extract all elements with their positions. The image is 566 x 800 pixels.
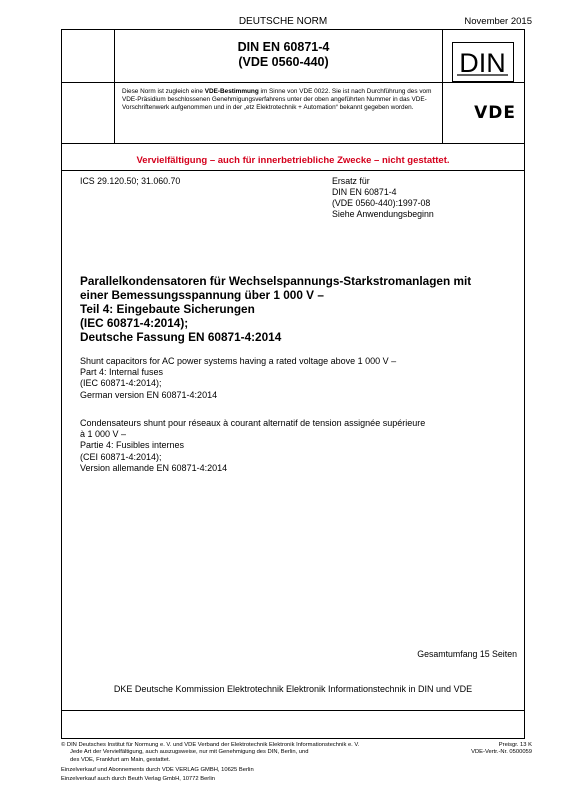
dke-line: DKE Deutsche Kommission Elektrotechnik Elektronik Informationstechnik in DIN und VDE	[113, 684, 473, 694]
german-title: Parallelkondensatoren für Wechselspannungs-Starkstromanlagen mit einer Bemessungsspannung über 1 000 V – Teil 4: Eingebaute Sicherungen (IEC 60871-4:2014); Deutsche Fassung EN 60871-4:2014	[80, 274, 472, 344]
divider	[62, 82, 524, 83]
vde-logo: VDE	[474, 103, 516, 123]
vde-number: (VDE 0560-440)	[238, 55, 329, 69]
vde-notice: Diese Norm ist zugleich eine VDE-Bestimmung im Sinne von VDE 0022. Sie ist nach Durchführung des vom VDE-Präsidium beschlossenen Genehmigungsverfahrens unter der oben angeführten Nummer in das VDE-Vorschriftenwerk aufgenommen und in der „etz Elektrotechnik + Automation“ bekannt gegeben worden.	[122, 88, 432, 112]
vde-notice-bold: VDE-Bestimmung	[204, 88, 259, 95]
price-info	[471, 742, 532, 757]
replacement-info: Ersatz für DIN EN 60871-4 (VDE 0560-440):1997-08 Siehe Anwendungsbeginn	[332, 176, 434, 219]
sales-info-beuth: Einzelverkauf auch durch Beuth Verlag GmbH, 10772 Berlin	[61, 776, 216, 782]
standard-title	[132, 40, 435, 70]
divider	[62, 143, 524, 144]
divider	[62, 710, 524, 711]
din-logo-text: DIN	[459, 48, 506, 78]
total-pages: Gesamtumfang 15 Seiten	[417, 649, 517, 659]
vde-order-number: VDE-Vertr.-Nr. 0500059	[471, 749, 532, 756]
copyright-notice: © DIN Deutsches Institut für Normung e. V. und VDE Verband der Elektrotechnik Elektronik Informationstechnik e. V. Jede Art der Vervielfältigung, auch auszugsweise, nur mit Genehmigung des DIN, Berlin, und des VDE, Frankfurt am Main, gestattet.	[61, 742, 360, 763]
english-title: Shunt capacitors for AC power systems having a rated voltage above 1 000 V – Part 4: Internal fuses (IEC 60871-4:2014); German version EN 60871-4:2014	[80, 356, 397, 400]
sales-info-vde: Einzelverkauf und Abonnements durch VDE VERLAG GMBH, 10625 Berlin	[61, 767, 254, 773]
divider	[62, 170, 524, 171]
divider	[114, 30, 115, 143]
french-title: Condensateurs shunt pour réseaux à courant alternatif de tension assignée supérieure à 1 000 V – Partie 4: Fusibles internes (CEI 60871-4:2014); Version allemande EN 60871-4:2014	[80, 418, 426, 473]
divider	[442, 30, 443, 143]
reproduction-notice: Vervielfältigung – auch für innerbetriebliche Zwecke – nicht gestattet.	[136, 155, 450, 166]
ics-codes: ICS 29.120.50; 31.060.70	[80, 176, 181, 186]
din-logo	[452, 42, 514, 82]
price-group: Preisgr. 13 K	[498, 742, 532, 748]
cover-frame	[61, 29, 525, 739]
header-norm-label: DEUTSCHE NORM	[238, 16, 328, 27]
standard-number: DIN EN 60871-4	[237, 40, 330, 54]
header-date: November 2015	[464, 16, 532, 27]
